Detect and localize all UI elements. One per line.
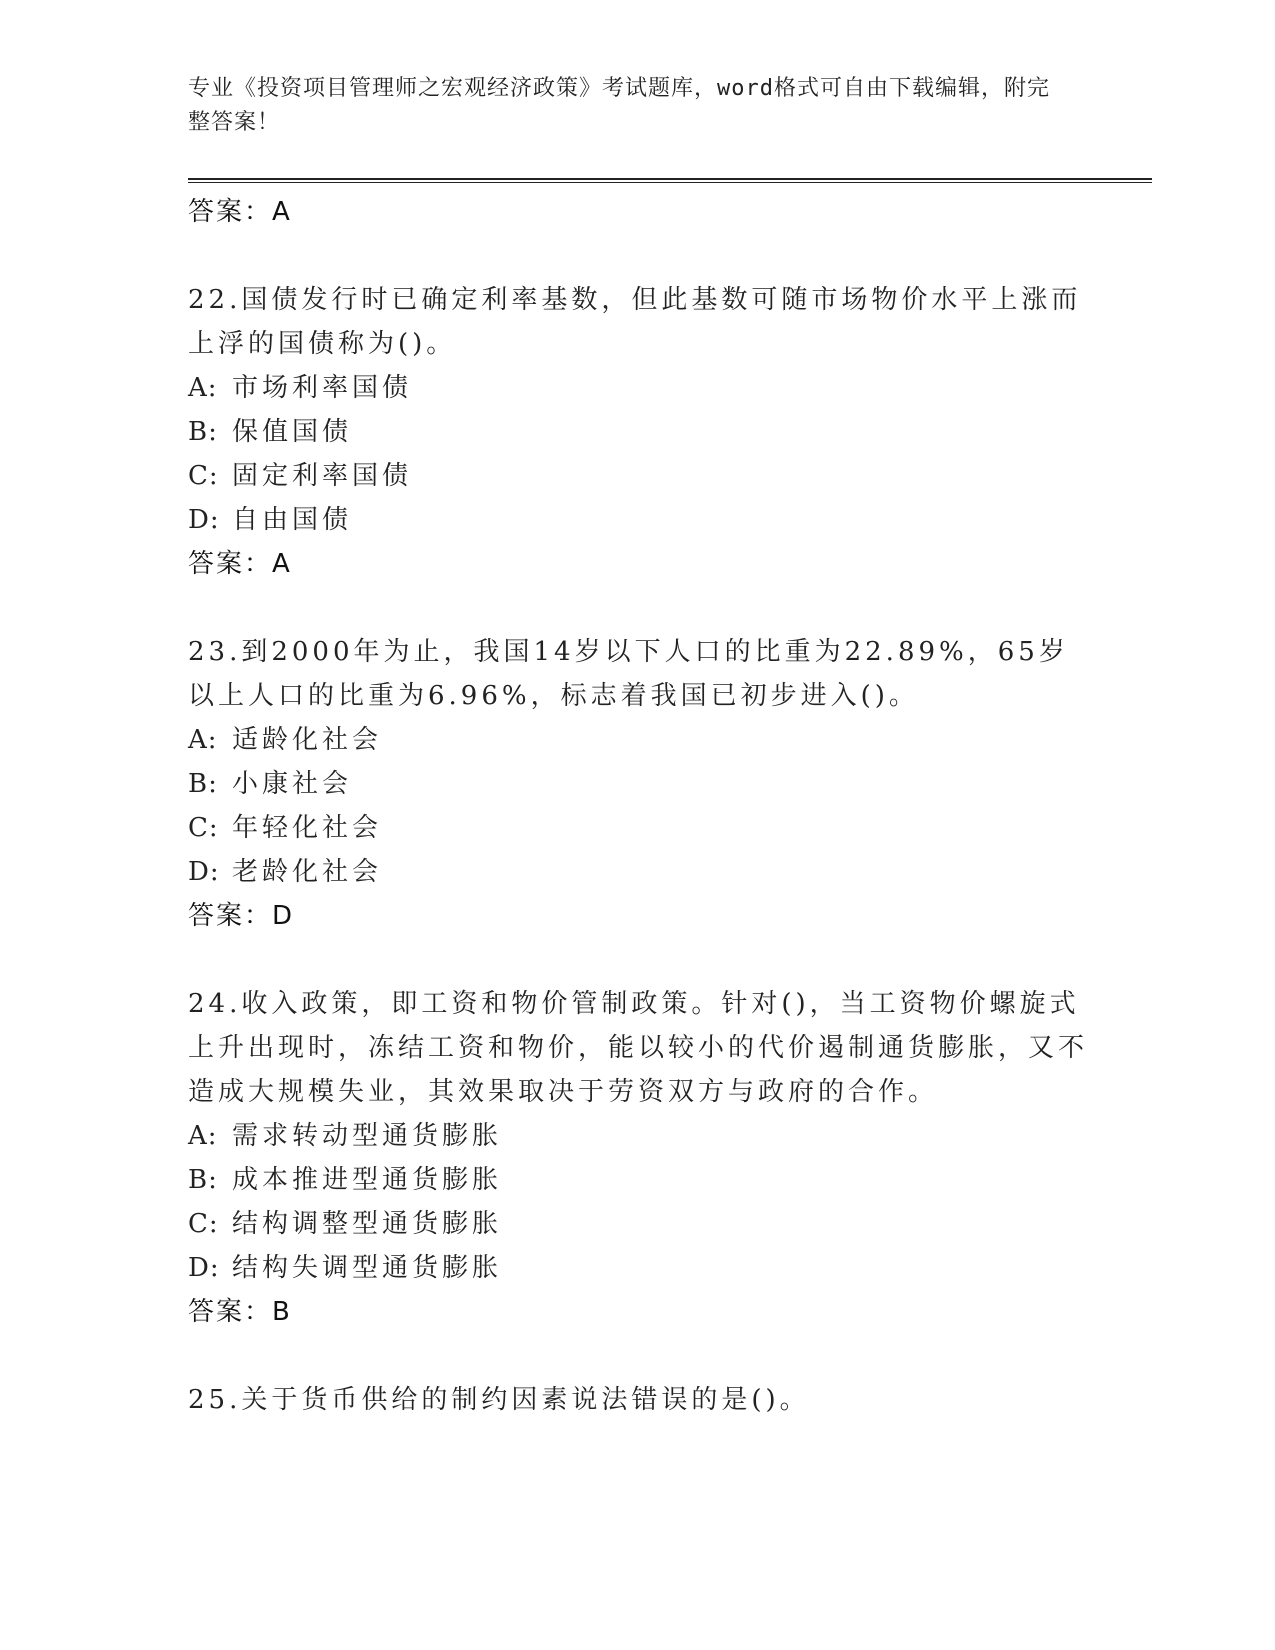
question-text: 23.到2000年为止，我国14岁以下人口的比重为22.89%，65岁以上人口的比重为6.96%，标志着我国已初步进入()。 (188, 637, 1069, 711)
option-letter: A: (188, 725, 218, 755)
answer-line (188, 894, 1088, 938)
option-text: 结构调整型通货膨胀 (232, 1209, 503, 1239)
option-text: 自由国债 (232, 505, 353, 535)
answer-value: D (272, 901, 294, 931)
header-intro: 专业《投资项目管理师之宏观经济政策》考试题库，word格式可自由下载编辑，附完整答案！ (188, 76, 1050, 135)
option-letter: D: (188, 505, 220, 535)
option-d (188, 1246, 1088, 1290)
answer-label: 答案： (188, 1297, 273, 1327)
option-text: 保值国债 (232, 417, 353, 447)
option-text: 成本推进型通货膨胀 (232, 1165, 503, 1195)
answer-label: 答案： (188, 901, 273, 931)
option-text: 市场利率国债 (232, 373, 413, 403)
answer-line (188, 1290, 1088, 1334)
option-letter: C: (188, 1209, 219, 1239)
option-b (188, 762, 1088, 806)
option-b (188, 1158, 1088, 1202)
question-25 (188, 1378, 1088, 1422)
option-letter: B: (188, 1165, 218, 1195)
answer-line (188, 542, 1088, 586)
answer-value: A (272, 197, 291, 227)
option-letter: A: (188, 373, 218, 403)
option-text: 需求转动型通货膨胀 (232, 1121, 503, 1151)
option-text: 适龄化社会 (232, 725, 383, 755)
option-letter: C: (188, 461, 219, 491)
question-text: 22.国债发行时已确定利率基数，但此基数可随市场物价水平上涨而上浮的国债称为()。 (188, 285, 1082, 359)
option-a (188, 366, 1088, 410)
option-letter: B: (188, 417, 218, 447)
option-letter: C: (188, 813, 219, 843)
question-list (188, 190, 1088, 1422)
option-b (188, 410, 1088, 454)
option-c (188, 1202, 1088, 1246)
option-letter: B: (188, 769, 218, 799)
option-text: 固定利率国债 (232, 461, 413, 491)
option-a (188, 1114, 1088, 1158)
answer-label: 答案： (188, 549, 273, 579)
option-c (188, 806, 1088, 850)
question-text: 25.关于货币供给的制约因素说法错误的是()。 (188, 1385, 810, 1415)
answer-value: B (272, 1297, 291, 1327)
option-letter: D: (188, 1253, 220, 1283)
question-23 (188, 630, 1088, 938)
question-text: 24.收入政策，即工资和物价管制政策。针对()，当工资物价螺旋式上升出现时，冻结工资和物价，能以较小的代价遏制通货膨胀，又不造成大规模失业，其效果取决于劳资双方与政府的合作。 (188, 989, 1089, 1107)
option-a (188, 718, 1088, 762)
question-24 (188, 982, 1088, 1334)
option-d (188, 498, 1088, 542)
option-letter: A: (188, 1121, 218, 1151)
option-c (188, 454, 1088, 498)
answer-label: 答案： (188, 197, 273, 227)
answer-line (188, 190, 1088, 234)
option-d (188, 850, 1088, 894)
question-22 (188, 278, 1088, 586)
option-text: 小康社会 (232, 769, 353, 799)
option-text: 结构失调型通货膨胀 (232, 1253, 503, 1283)
option-text: 年轻化社会 (232, 813, 383, 843)
answer-value: A (272, 549, 291, 579)
option-letter: D: (188, 857, 220, 887)
option-text: 老龄化社会 (232, 857, 383, 887)
header-divider (188, 178, 1152, 183)
